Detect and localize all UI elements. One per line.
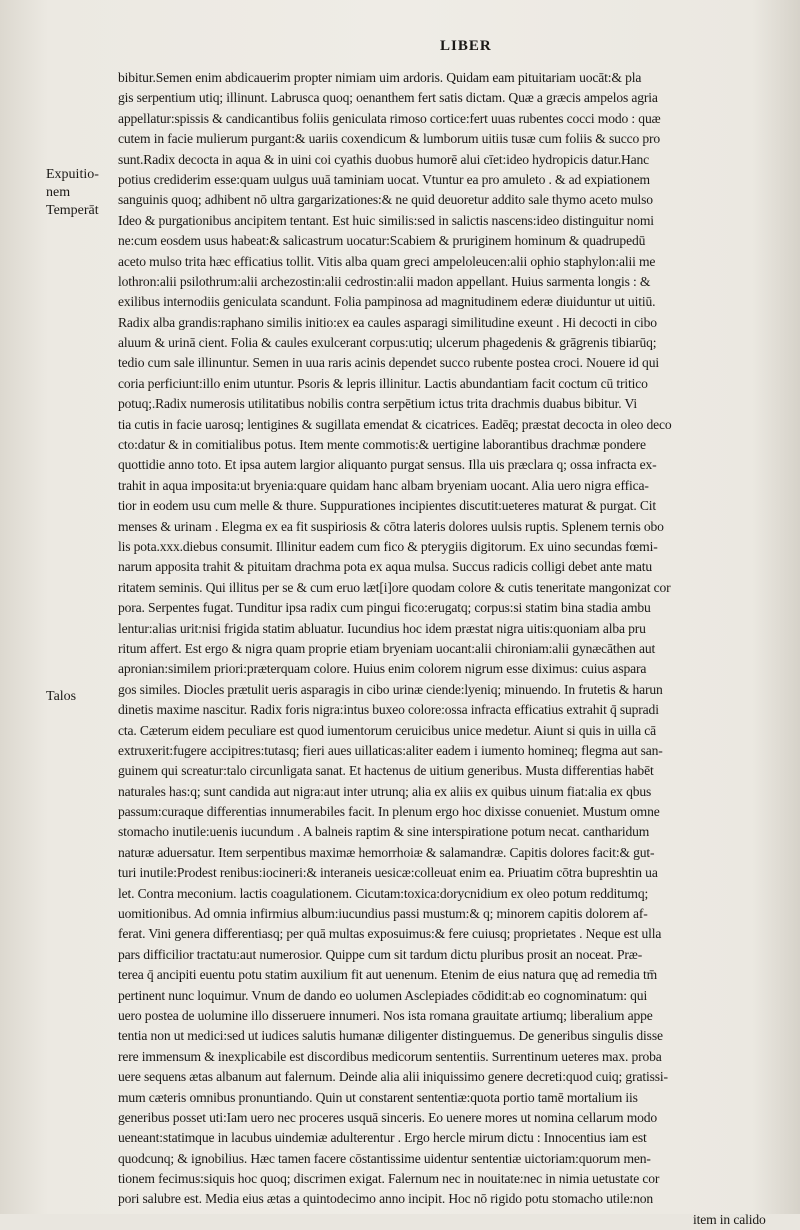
text-line: appellatur:spissis & candicantibus foliis geniculata rimoso cortice:fert uuas rubentes cocci modo : quæ — [118, 110, 661, 126]
text-line: ritum affert. Est ergo & nigra quam proprie etiam bryeniam uocant:alii chironiam:alii gynæcāthen aut — [118, 640, 656, 656]
text-line: trahit in aqua imposita:ut bryenia:quare quidam hanc albam bryeniam uocant. Alia uero nigra effica- — [118, 477, 649, 493]
text-line: tentia non ut medici:sed ut iudices salutis humanæ diligenter distinguemus. De generibus singulis disse — [118, 1028, 663, 1044]
text-line: pars difficilior tractatu:aut numerosior. Quippe cum sit tardum dictu pluribus prosit an noceat. Præ- — [118, 946, 643, 962]
margin-note-line: Temperāt — [46, 203, 99, 218]
text-line: cutem in facie mulierum purgant:& uariis coxendicum & lumborum uitiis tusæ cum foliis & succo pro — [118, 131, 661, 147]
text-line: naturales has:q; sunt candida aut nigra:aut inter utrunq; alia ex aliis ex quibus uinum fiat:alia ex qbus — [118, 783, 652, 799]
text-line: tia cutis in facie uarosq; lentigines & sugillata emendat & cicatrices. Eadēq; præstat decocta in oleo deco — [118, 416, 672, 432]
text-line: dinetis maxime nascitur. Radix foris nigra:intus buxeo colore:ossa infracta efficatius extrahit q̄ supradi — [118, 702, 659, 718]
text-line: passum:curaque differentias innumerabiles facit. In plenum ergo hoc dixisse conueniet. Mustum omne — [118, 804, 660, 820]
text-line: menses & urinam . Elegma ex ea fit suspiriosis & cōtra lateris dolores uulsis ruptis. Splenem ternis obo — [118, 518, 664, 534]
text-line: quottidie anno toto. Et ipsa autem largior aliquanto purgat sensus. Illa uis præclara q; ossa infracta ex- — [118, 457, 657, 473]
text-line: potius crediderim esse:quam uulgus uuā taminiam uocat. Vtuntur ea pro amuleto . & ad expiationem — [118, 171, 650, 187]
text-line: rere immensum & inexplicabile est discordibus medicorum sententiis. Surrentinum ueteres max. proba — [118, 1048, 662, 1064]
text-line: naturæ aduersatur. Item serpentibus maximæ hemorrhoiæ & salamandræ. Capitis dolores facit:& gut- — [118, 844, 655, 860]
text-line: item in calido — [693, 1211, 766, 1227]
text-line: bibitur.Semen enim abdicauerim propter nimiam uim ardoris. Quidam eam pituitariam uocāt:& pla — [118, 70, 642, 85]
text-line: generibus posset uti:Iam uero nec proceres usquā sinceris. Eo uenere mores ut nomina cellarum modo — [118, 1109, 658, 1125]
margin-note-line: Talos — [46, 689, 77, 704]
text-line: pertinent nunc loquimur. Vnum de dando eo uolumen Asclepiades cōdidit:ab eo cognominatum: qui — [118, 987, 648, 1003]
text-line: exilibus internodiis geniculata scandunt. Folia pampinosa ad magnitudinem ederæ diuiduntur ut uitiū. — [118, 294, 656, 310]
text-line: coria perficiunt:illo enim utuntur. Psoris & lepris illinitur. Lactis abundantiam facit coctum cū tritico — [118, 375, 648, 391]
text-line: ueneant:statimque in lacubus uindemiæ adulterentur . Ergo hercle mirum dictu : Innocentius iam est — [118, 1130, 647, 1146]
text-line: tionem fecimus:siquis hoc quoq; discrimen exigat. Falernum nec in nouitate:nec in nimia uetustate cor — [118, 1171, 660, 1187]
text-line: tior in eodem usu cum melle & thure. Suppurationes incipientes discutit:ueteres maturat & purgat. Cit — [118, 498, 657, 514]
margin-note-expuitio — [46, 166, 99, 220]
text-line: pori salubre est. Media eius ætas a quintodecimo anno incipit. Hoc nō rigido potu stomacho utile:non — [118, 1191, 654, 1207]
body-text — [118, 68, 766, 1230]
text-line: ritatem seminis. Qui illitus per se & cum eruo læt[i]ore quodam colore & cutis teneritate mangonizat cor — [118, 579, 671, 595]
text-line: cta. Cæterum eidem peculiare est quod iumentorum ceruicibus unice medetur. Aiunt si quis in uilla cā — [118, 722, 657, 738]
margin-note-talos — [46, 688, 76, 706]
text-line: cto:datur & in comitialibus potus. Item mente commotis:& uertigine laborantibus drachmæ pondere — [118, 437, 646, 453]
text-line: ne:cum eosdem usus habeat:& salicastrum uocatur:Scabiem & pruriginem hominum & quadrupedū — [118, 233, 646, 249]
text-line: ferat. Vini genera differentiasq; per quā multas exposuimus:& fere cuiusq; proprietates . Neque est ulla — [118, 926, 662, 942]
text-line: Radix alba grandis:raphano similis initio:ex ea caules asparagi similitudine exeunt . Hi decocti in cibo — [118, 314, 657, 330]
text-line: uero postea de uolumine illo disseruere innumeri. Nos ista romana grauitate artiumq; liberalium appe — [118, 1007, 653, 1023]
running-head: LIBER — [440, 38, 492, 54]
text-line: apronian:similem priori:præterquam colore. Huius enim colorem nigrum esse diximus: cuius aspara — [118, 661, 647, 677]
text-line: lentur:alias urit:nisi frigida statim abluatur. Iucundius hoc idem præstat nigra uitis:quoniam alba pru — [118, 620, 646, 636]
text-line: gos similes. Diocles prætulit ueris asparagis in cibo urinæ ciende:lyeniq; minuendo. In frutetis & harun — [118, 681, 663, 697]
text-line: uomitionibus. Ad omnia infirmius album:iucundius passi mustum:& q; minorem capitis dolorem af- — [118, 906, 648, 922]
text-line: lothron:alii psilothrum:alii archezostin:alii cedrostin:alii madon appellant. Huius sarmenta longis : & — [118, 273, 651, 289]
text-line: turi inutile:Prodest renibus:iocineri:& interaneis uesicæ:colleuat enim ea. Priuatim cōtra bupreshtin ua — [118, 865, 658, 881]
text-line: let. Contra meconium. lactis coagulationem. Cicutam:toxica:dorycnidium ex oleo potum redditumq; — [118, 885, 649, 901]
text-line: aluum & urinā cient. Folia & caules exulcerant corpus:utiq; ulcerum phagedenis & grāgrenis tibiarūq; — [118, 335, 657, 351]
text-line: tedio cum sale illinuntur. Semen in uua raris acinis dependet succo rubente postea croci. Nouere id qui — [118, 355, 659, 371]
text-line: aceto mulso trita hæc efficatius tollit. Vitis alba quam greci ampeloleucen:alii ophio staphylon:alii me — [118, 253, 656, 269]
text-line: stomacho inutile:uenis iucundum . A balneis raptim & sine interspiratione potum necat. cantharidum — [118, 824, 650, 840]
text-line: sanguinis quoq; adhibent nō ultra gargarizationes:& ne quid deuoretur addito sale thymo aceto mulso — [118, 192, 653, 208]
text-line: lis pota.xxx.diebus consumit. Illinitur eadem cum fico & pterygiis digitorum. Ex uino secundas fœmi- — [118, 538, 658, 554]
margin-note-line: Expuitio- — [46, 167, 99, 182]
text-line: quodcunq; & ignobilius. Hæc tamen facere cōstantissime uidentur sententiæ uictoriam:quorum men- — [118, 1150, 651, 1166]
text-line: sunt.Radix decocta in aqua & in uini coi cyathis duobus humorē alui cīet:ideo hydropicis datur.Hanc — [118, 151, 650, 167]
text-line: extruxerit:fugere accipitres:tutasq; fieri aues uillaticas:aliter eadem i iumento homineq; flegma aut san- — [118, 742, 663, 758]
text-line: Ideo & purgationibus ancipitem tentant. Est huic similis:sed in salictis nascens:ideo distinguitur nomi — [118, 212, 654, 228]
text-line: terea q̄ ancipiti euentu potu statim auxilium fit aut uenenum. Etenim de eius natura quę ad remedia tm̄ — [118, 967, 658, 983]
text-line: mum cæteris omnibus pronuntiando. Quin ut constarent sententiæ:quota portio tamē mortalium iis — [118, 1089, 638, 1105]
text-line: narum apposita trahit & pituitam drachma pota ex aqua mulsa. Succus radicis colligi debet ante matu — [118, 559, 653, 575]
text-line: potuq;.Radix numerosis utilitatibus nobilis contra serpētium ictus trita drachmis duabus bibitur. Vi — [118, 396, 637, 412]
text-line: pora. Serpentes fugat. Tunditur ipsa radix cum pingui fico:erugatq; corpus:si statim bina stadia ambu — [118, 600, 651, 616]
text-line: uere sequens ætas albanum aut falernum. Deinde alia alii iniquissimo genere decreti:quod cuiq; gratissi- — [118, 1069, 668, 1085]
margin-note-line: nem — [46, 185, 71, 200]
text-line: guinem qui screatur:talo circunligata sanat. Et hactenus de uitium generibus. Musta differentias habēt — [118, 763, 654, 779]
text-line: gis serpentium utiq; illinunt. Labrusca quoq; oenanthem fert satis dictam. Quæ a græcis ampelos agria — [118, 90, 658, 106]
